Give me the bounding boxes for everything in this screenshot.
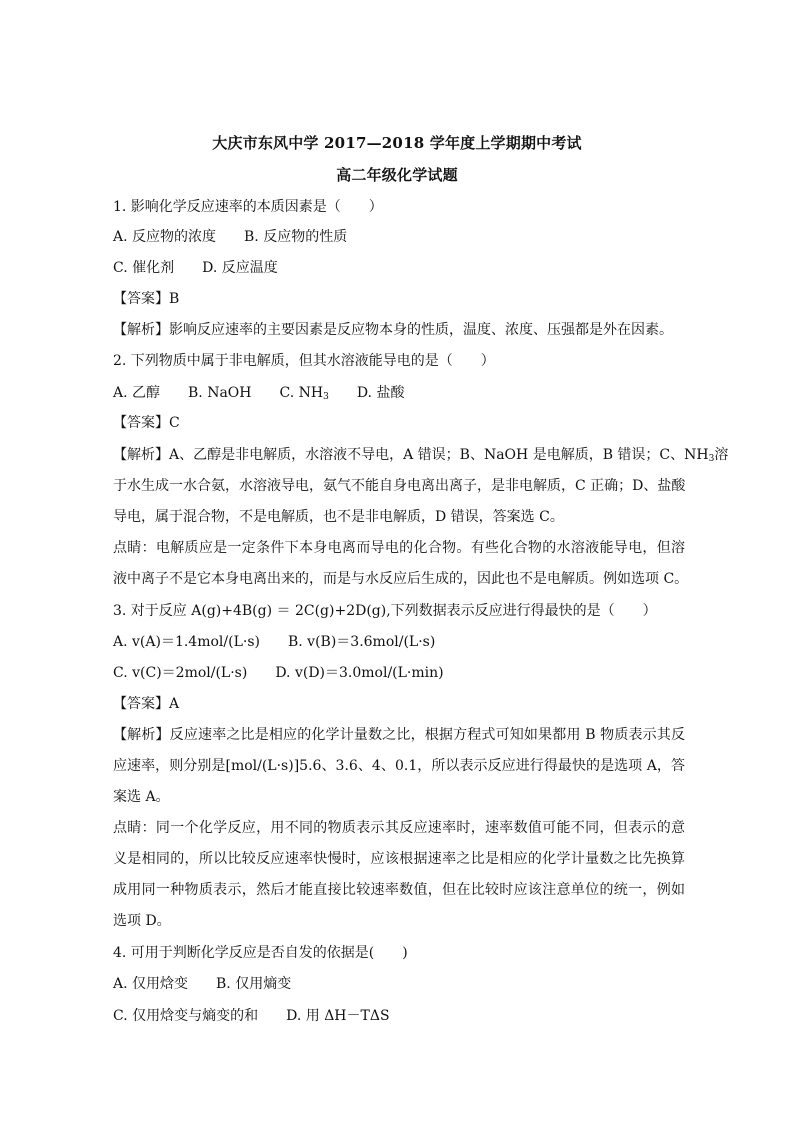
question-3-option-d: D. v(D)＝3.0mol/(L·min): [275, 665, 444, 681]
exam-title: 大庆市东风中学 2017—2018 学年度上学期期中考试: [212, 134, 582, 152]
question-3-options-ab: [113, 633, 685, 651]
question-3-option-a: A. v(A)＝1.4mol/(L·s): [113, 634, 260, 650]
question-4-option-d: D. 用 ΔH－TΔS: [286, 1008, 390, 1024]
question-2-option-b: B. NaOH: [188, 385, 252, 401]
question-1-option-d: D. 反应温度: [202, 260, 278, 276]
question-4-options-ab: [113, 975, 685, 993]
question-1-stem: 1. 影响化学反应速率的本质因素是（ ）: [113, 199, 383, 215]
question-3-analysis-line-2: 应速率，则分别是[mol/(L·s)]5.6、3.6、4、0.1，所以表示反应进行得最快的是选项 A，答: [113, 758, 685, 774]
question-2-option-d: D. 盐酸: [356, 385, 405, 401]
question-2-analysis-line-3: 导电，属于混合物，不是电解质，也不是非电解质，D 错误，答案选 C。: [113, 509, 564, 525]
exam-subtitle: 高二年级化学试题: [336, 166, 458, 184]
question-1-answer: 【答案】B: [113, 291, 180, 307]
question-3-analysis-line-3: 案选 A。: [113, 789, 170, 805]
question-2-tip-line-1: 点睛：电解质应是一定条件下本身电离而导电的化合物。有些化合物的水溶液能导电，但溶: [113, 540, 685, 556]
question-2-tip-line-2: 液中离子不是它本身电离出来的，而是与水反应后生成的，因此也不是电解质。例如选项 C。: [113, 571, 689, 587]
question-2-analysis-line-1: 【解析】A、乙醇是非电解质，水溶液不导电，A 错误；B、NaOH 是电解质，B 错误；C、$NH_3$溶: [113, 447, 729, 464]
question-1-analysis: 【解析】影响反应速率的主要因素是反应物本身的性质，温度、浓度、压强都是外在因素。: [113, 322, 673, 338]
question-1-option-b: B. 反应物的性质: [244, 229, 348, 245]
question-1-option-c: C. 催化剂: [113, 260, 175, 276]
question-4-option-a: A. 仅用焓变: [113, 976, 189, 992]
question-2-answer: 【答案】C: [113, 415, 180, 431]
question-3-options-cd: [113, 664, 685, 682]
question-3-option-c: C. v(C)＝2mol/(L·s): [113, 665, 248, 681]
question-4-option-b: B. 仅用熵变: [216, 976, 292, 992]
question-2-option-a: A. 乙醇: [113, 385, 161, 401]
question-3-tip-line-1: 点睛：同一个化学反应，用不同的物质表示其反应速率时，速率数值可能不同，但表示的意: [113, 820, 685, 836]
question-3-tip-line-2: 义是相同的，所以比较反应速率快慢时，应该根据速率之比是相应的化学计量数之比先换算: [113, 851, 685, 867]
question-2-analysis-line-2: 于水生成一水合氨，水溶液导电，氨气不能自身电离出离子，是非电解质，C 正确；D、盐酸: [113, 478, 686, 494]
question-3-tip-line-4: 选项 D。: [113, 913, 171, 929]
question-2-options: [113, 384, 685, 402]
question-1-options-ab: [113, 228, 685, 246]
question-4-option-c: C. 仅用焓变与熵变的和: [113, 1008, 259, 1024]
question-4-stem: 4. 可用于判断化学反应是否自发的依据是( ): [113, 945, 408, 961]
question-3-tip-line-3: 成用同一种物质表示，然后才能直接比较速率数值，但在比较时应该注意单位的统一，例如: [113, 882, 685, 898]
question-3-analysis-line-1: 【解析】反应速率之比是相应的化学计量数之比，根据方程式可知如果都用 B 物质表示其反: [113, 727, 685, 743]
question-3-stem: 3. 对于反应 A(g)+4B(g) ＝ 2C(g)+2D(g),下列数据表示反应进行得最快的是（ ）: [113, 603, 657, 619]
question-2-option-c: C. $NH_3$: [279, 385, 329, 402]
question-3-answer: 【答案】A: [113, 696, 180, 712]
question-1-options-cd: [113, 259, 685, 277]
question-2-stem: 2. 下列物质中属于非电解质，但其水溶液能导电的是（ ）: [113, 353, 495, 369]
question-4-options-cd: [113, 1007, 685, 1025]
question-3-option-b: B. v(B)＝3.6mol/(L·s): [287, 634, 436, 650]
question-1-option-a: A. 反应物的浓度: [113, 229, 217, 245]
